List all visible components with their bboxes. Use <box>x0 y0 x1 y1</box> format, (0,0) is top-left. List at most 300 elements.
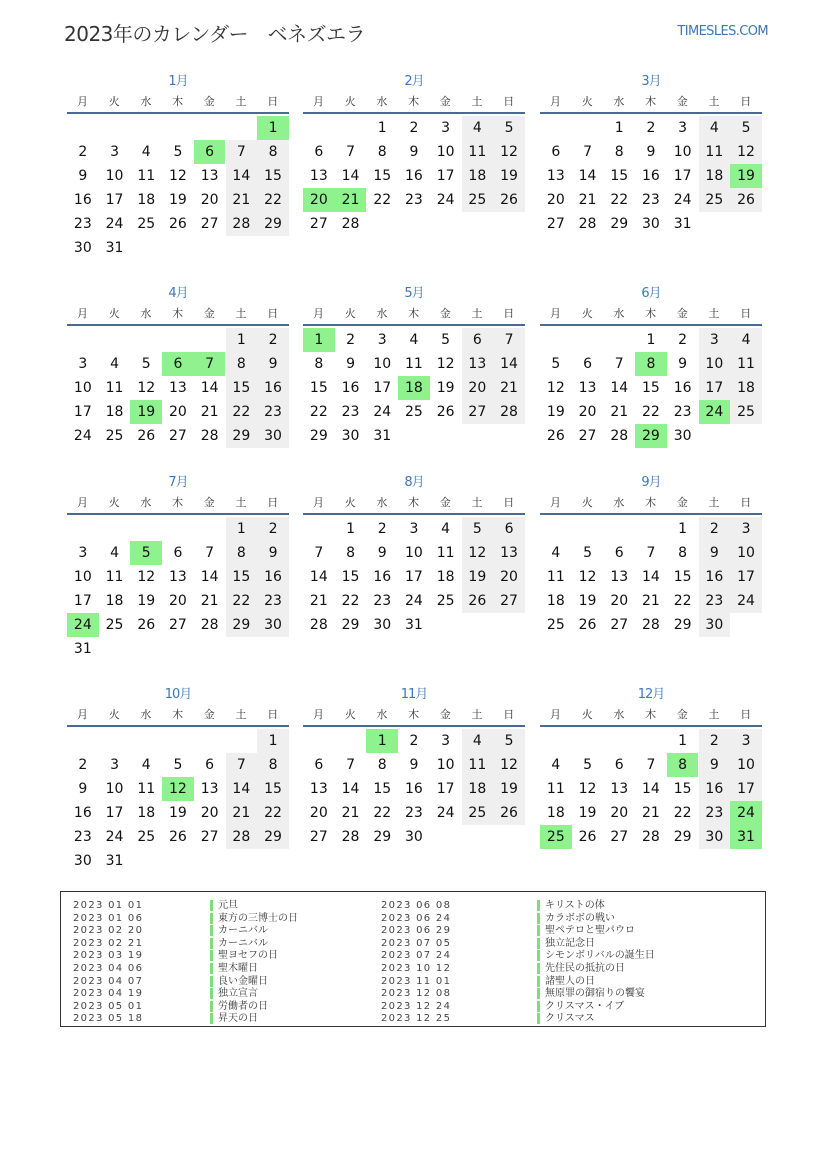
day-cell[interactable]: 3 <box>110 757 119 773</box>
day-cell[interactable]: 24 <box>673 192 692 208</box>
day-cell[interactable]: 10 <box>673 144 692 160</box>
day-cell[interactable]: 26 <box>169 829 187 845</box>
day-cell[interactable]: 10 <box>105 168 124 184</box>
day-cell[interactable]: 7 <box>205 545 215 561</box>
day-cell[interactable]: 24 <box>73 428 92 444</box>
day-cell[interactable]: 13 <box>578 380 597 396</box>
weekend-day-cell[interactable]: 25 <box>699 188 731 212</box>
day-cell[interactable]: 20 <box>546 192 565 208</box>
day-cell[interactable]: 17 <box>73 593 92 609</box>
weekend-day-cell[interactable]: 14 <box>493 352 525 376</box>
day-cell[interactable]: 28 <box>341 829 360 845</box>
day-cell[interactable]: 2 <box>409 120 419 136</box>
day-cell[interactable]: 6 <box>314 144 324 160</box>
weekend-day-cell[interactable]: 14 <box>226 164 258 188</box>
day-cell[interactable]: 11 <box>105 569 124 585</box>
day-cell[interactable]: 3 <box>377 332 387 348</box>
day-cell[interactable]: 12 <box>546 380 565 396</box>
weekend-day-cell[interactable]: 12 <box>493 753 525 777</box>
weekend-day-cell[interactable]: 16 <box>257 376 289 400</box>
day-cell[interactable]: 23 <box>73 216 92 232</box>
day-cell[interactable]: 26 <box>137 428 156 444</box>
day-cell[interactable]: 30 <box>373 617 392 633</box>
day-cell[interactable]: 16 <box>373 569 392 585</box>
day-cell[interactable]: 6 <box>614 545 624 561</box>
day-cell[interactable]: 10 <box>436 144 455 160</box>
day-cell[interactable]: 10 <box>73 569 92 585</box>
day-cell[interactable]: 30 <box>341 428 360 444</box>
day-cell[interactable]: 29 <box>673 829 692 845</box>
weekend-day-cell[interactable]: 8 <box>257 753 289 777</box>
holiday-day-cell[interactable]: 24 <box>730 801 762 825</box>
weekend-day-cell[interactable]: 9 <box>257 541 289 565</box>
day-cell[interactable]: 9 <box>377 545 387 561</box>
day-cell[interactable]: 29 <box>610 216 629 232</box>
weekend-day-cell[interactable]: 29 <box>257 212 289 236</box>
day-cell[interactable]: 3 <box>409 521 419 537</box>
weekend-day-cell[interactable]: 3 <box>730 729 762 753</box>
day-cell[interactable]: 9 <box>409 757 419 773</box>
day-cell[interactable]: 7 <box>346 757 355 773</box>
weekend-day-cell[interactable]: 26 <box>462 589 494 613</box>
holiday-day-cell[interactable]: 6 <box>194 140 226 164</box>
day-cell[interactable]: 31 <box>673 216 692 232</box>
holiday-day-cell[interactable]: 31 <box>730 825 762 849</box>
day-cell[interactable]: 27 <box>200 829 219 845</box>
day-cell[interactable]: 4 <box>551 545 561 561</box>
day-cell[interactable]: 15 <box>642 380 660 396</box>
day-cell[interactable]: 26 <box>169 216 187 232</box>
day-cell[interactable]: 24 <box>436 192 455 208</box>
day-cell[interactable]: 10 <box>73 380 92 396</box>
day-cell[interactable]: 4 <box>141 757 151 773</box>
weekend-day-cell[interactable]: 15 <box>226 376 258 400</box>
day-cell[interactable]: 27 <box>610 617 629 633</box>
weekend-day-cell[interactable]: 21 <box>493 376 525 400</box>
weekend-day-cell[interactable]: 15 <box>257 164 289 188</box>
day-cell[interactable]: 23 <box>405 805 423 821</box>
weekend-day-cell[interactable]: 25 <box>462 801 494 825</box>
day-cell[interactable]: 30 <box>642 216 660 232</box>
weekend-day-cell[interactable]: 4 <box>462 729 494 753</box>
day-cell[interactable]: 16 <box>73 192 92 208</box>
day-cell[interactable]: 17 <box>105 192 124 208</box>
day-cell[interactable]: 28 <box>610 428 629 444</box>
day-cell[interactable]: 1 <box>678 521 688 537</box>
weekend-day-cell[interactable]: 30 <box>257 613 289 637</box>
day-cell[interactable]: 11 <box>105 380 124 396</box>
weekend-day-cell[interactable]: 10 <box>730 541 762 565</box>
weekend-day-cell[interactable]: 13 <box>493 541 525 565</box>
day-cell[interactable]: 10 <box>373 356 392 372</box>
weekend-day-cell[interactable]: 28 <box>226 825 258 849</box>
day-cell[interactable]: 14 <box>642 781 660 797</box>
weekend-day-cell[interactable]: 8 <box>226 352 258 376</box>
day-cell[interactable]: 12 <box>169 168 187 184</box>
day-cell[interactable]: 2 <box>646 120 656 136</box>
day-cell[interactable]: 24 <box>405 593 423 609</box>
day-cell[interactable]: 5 <box>173 757 183 773</box>
day-cell[interactable]: 25 <box>436 593 455 609</box>
weekend-day-cell[interactable]: 29 <box>257 825 289 849</box>
day-cell[interactable]: 1 <box>346 521 355 537</box>
day-cell[interactable]: 21 <box>341 805 360 821</box>
day-cell[interactable]: 7 <box>614 356 624 372</box>
day-cell[interactable]: 15 <box>673 569 692 585</box>
day-cell[interactable]: 28 <box>200 617 219 633</box>
day-cell[interactable]: 23 <box>642 192 660 208</box>
holiday-day-cell[interactable]: 12 <box>162 777 194 801</box>
day-cell[interactable]: 22 <box>341 593 360 609</box>
day-cell[interactable]: 29 <box>309 428 328 444</box>
weekend-day-cell[interactable]: 28 <box>493 400 525 424</box>
day-cell[interactable]: 4 <box>141 144 151 160</box>
weekend-day-cell[interactable]: 13 <box>462 352 494 376</box>
day-cell[interactable]: 13 <box>309 781 328 797</box>
day-cell[interactable]: 11 <box>546 569 565 585</box>
day-cell[interactable]: 20 <box>610 593 629 609</box>
day-cell[interactable]: 19 <box>169 805 187 821</box>
day-cell[interactable]: 14 <box>200 569 219 585</box>
day-cell[interactable]: 6 <box>314 757 324 773</box>
weekend-day-cell[interactable]: 17 <box>730 777 762 801</box>
day-cell[interactable]: 17 <box>105 805 124 821</box>
weekend-day-cell[interactable]: 19 <box>493 777 525 801</box>
day-cell[interactable]: 27 <box>546 216 565 232</box>
day-cell[interactable]: 3 <box>78 545 88 561</box>
day-cell[interactable]: 4 <box>110 545 119 561</box>
weekend-day-cell[interactable]: 22 <box>257 801 289 825</box>
weekend-day-cell[interactable]: 18 <box>462 777 494 801</box>
weekend-day-cell[interactable]: 3 <box>730 517 762 541</box>
day-cell[interactable]: 13 <box>546 168 565 184</box>
day-cell[interactable]: 3 <box>441 733 451 749</box>
weekend-day-cell[interactable]: 20 <box>493 565 525 589</box>
holiday-day-cell[interactable]: 25 <box>540 825 572 849</box>
day-cell[interactable]: 22 <box>642 404 660 420</box>
day-cell[interactable]: 14 <box>642 569 660 585</box>
weekend-day-cell[interactable]: 3 <box>699 328 731 352</box>
holiday-day-cell[interactable]: 5 <box>130 541 162 565</box>
weekend-day-cell[interactable]: 28 <box>226 212 258 236</box>
weekend-day-cell[interactable]: 24 <box>730 589 762 613</box>
weekend-day-cell[interactable]: 7 <box>226 753 258 777</box>
day-cell[interactable]: 3 <box>110 144 119 160</box>
day-cell[interactable]: 31 <box>73 641 92 657</box>
day-cell[interactable]: 16 <box>642 168 660 184</box>
weekend-day-cell[interactable]: 9 <box>257 352 289 376</box>
day-cell[interactable]: 19 <box>436 380 455 396</box>
day-cell[interactable]: 10 <box>436 757 455 773</box>
weekend-day-cell[interactable]: 12 <box>730 140 762 164</box>
day-cell[interactable]: 9 <box>678 356 688 372</box>
day-cell[interactable]: 31 <box>105 853 124 869</box>
weekend-day-cell[interactable]: 9 <box>699 753 731 777</box>
day-cell[interactable]: 15 <box>341 569 360 585</box>
day-cell[interactable]: 23 <box>73 829 92 845</box>
weekend-day-cell[interactable]: 10 <box>699 352 731 376</box>
day-cell[interactable]: 28 <box>642 829 660 845</box>
day-cell[interactable]: 27 <box>309 829 328 845</box>
day-cell[interactable]: 25 <box>137 216 156 232</box>
day-cell[interactable]: 24 <box>105 829 124 845</box>
holiday-day-cell[interactable]: 1 <box>257 116 289 140</box>
day-cell[interactable]: 13 <box>200 168 219 184</box>
weekend-day-cell[interactable]: 2 <box>699 729 731 753</box>
day-cell[interactable]: 14 <box>578 168 597 184</box>
day-cell[interactable]: 5 <box>441 332 451 348</box>
day-cell[interactable]: 11 <box>405 356 423 372</box>
weekend-day-cell[interactable]: 7 <box>493 328 525 352</box>
weekend-day-cell[interactable]: 30 <box>257 424 289 448</box>
day-cell[interactable]: 5 <box>551 356 561 372</box>
day-cell[interactable]: 25 <box>405 404 423 420</box>
day-cell[interactable]: 6 <box>173 545 183 561</box>
holiday-day-cell[interactable]: 18 <box>398 376 430 400</box>
day-cell[interactable]: 4 <box>551 757 561 773</box>
weekend-day-cell[interactable]: 18 <box>699 164 731 188</box>
weekend-day-cell[interactable]: 2 <box>257 517 289 541</box>
day-cell[interactable]: 16 <box>73 805 92 821</box>
day-cell[interactable]: 27 <box>309 216 328 232</box>
weekend-day-cell[interactable]: 19 <box>493 164 525 188</box>
day-cell[interactable]: 20 <box>578 404 597 420</box>
day-cell[interactable]: 3 <box>78 356 88 372</box>
weekend-day-cell[interactable]: 11 <box>730 352 762 376</box>
day-cell[interactable]: 8 <box>346 545 355 561</box>
day-cell[interactable]: 20 <box>309 805 328 821</box>
day-cell[interactable]: 9 <box>78 168 88 184</box>
weekend-day-cell[interactable]: 22 <box>226 400 258 424</box>
day-cell[interactable]: 7 <box>314 545 324 561</box>
weekend-day-cell[interactable]: 21 <box>226 188 258 212</box>
day-cell[interactable]: 20 <box>200 805 219 821</box>
weekend-day-cell[interactable]: 10 <box>730 753 762 777</box>
day-cell[interactable]: 13 <box>200 781 219 797</box>
day-cell[interactable]: 22 <box>373 805 392 821</box>
weekend-day-cell[interactable]: 30 <box>699 613 731 637</box>
day-cell[interactable]: 5 <box>141 356 151 372</box>
weekend-day-cell[interactable]: 26 <box>730 188 762 212</box>
day-cell[interactable]: 26 <box>137 617 156 633</box>
day-cell[interactable]: 26 <box>578 617 597 633</box>
day-cell[interactable]: 19 <box>169 192 187 208</box>
weekend-day-cell[interactable]: 11 <box>462 753 494 777</box>
day-cell[interactable]: 23 <box>673 404 692 420</box>
day-cell[interactable]: 17 <box>405 569 423 585</box>
weekend-day-cell[interactable]: 15 <box>257 777 289 801</box>
weekend-day-cell[interactable]: 22 <box>226 589 258 613</box>
day-cell[interactable]: 28 <box>309 617 328 633</box>
day-cell[interactable]: 2 <box>678 332 688 348</box>
day-cell[interactable]: 30 <box>73 240 92 256</box>
day-cell[interactable]: 19 <box>578 593 597 609</box>
brand-logo[interactable]: TIMESLES.COM <box>677 24 768 39</box>
weekend-day-cell[interactable]: 27 <box>493 589 525 613</box>
weekend-day-cell[interactable]: 23 <box>257 589 289 613</box>
day-cell[interactable]: 11 <box>137 781 156 797</box>
day-cell[interactable]: 22 <box>373 192 392 208</box>
day-cell[interactable]: 17 <box>673 168 692 184</box>
day-cell[interactable]: 5 <box>583 545 592 561</box>
day-cell[interactable]: 2 <box>409 733 419 749</box>
weekend-day-cell[interactable]: 15 <box>226 565 258 589</box>
day-cell[interactable]: 17 <box>436 168 455 184</box>
day-cell[interactable]: 13 <box>610 781 629 797</box>
day-cell[interactable]: 16 <box>341 380 360 396</box>
weekend-day-cell[interactable]: 2 <box>699 517 731 541</box>
day-cell[interactable]: 21 <box>200 404 219 420</box>
weekend-day-cell[interactable]: 1 <box>226 517 258 541</box>
day-cell[interactable]: 21 <box>309 593 328 609</box>
weekend-day-cell[interactable]: 17 <box>699 376 731 400</box>
weekend-day-cell[interactable]: 5 <box>493 116 525 140</box>
weekend-day-cell[interactable]: 1 <box>257 729 289 753</box>
weekend-day-cell[interactable]: 25 <box>462 188 494 212</box>
day-cell[interactable]: 28 <box>341 216 360 232</box>
day-cell[interactable]: 18 <box>105 593 124 609</box>
weekend-day-cell[interactable]: 25 <box>730 400 762 424</box>
day-cell[interactable]: 25 <box>105 617 124 633</box>
holiday-day-cell[interactable]: 6 <box>162 352 194 376</box>
day-cell[interactable]: 17 <box>373 380 392 396</box>
weekend-day-cell[interactable]: 17 <box>730 565 762 589</box>
day-cell[interactable]: 24 <box>105 216 124 232</box>
day-cell[interactable]: 24 <box>436 805 455 821</box>
day-cell[interactable]: 9 <box>409 144 419 160</box>
weekend-day-cell[interactable]: 18 <box>730 376 762 400</box>
weekend-day-cell[interactable]: 2 <box>257 328 289 352</box>
day-cell[interactable]: 16 <box>673 380 692 396</box>
day-cell[interactable]: 14 <box>341 168 360 184</box>
weekend-day-cell[interactable]: 30 <box>699 825 731 849</box>
day-cell[interactable]: 30 <box>73 853 92 869</box>
holiday-day-cell[interactable]: 1 <box>366 729 398 753</box>
weekend-day-cell[interactable]: 26 <box>493 801 525 825</box>
day-cell[interactable]: 3 <box>678 120 688 136</box>
day-cell[interactable]: 17 <box>73 404 92 420</box>
day-cell[interactable]: 9 <box>646 144 656 160</box>
weekend-day-cell[interactable]: 23 <box>699 589 731 613</box>
weekend-day-cell[interactable]: 22 <box>257 188 289 212</box>
weekend-day-cell[interactable]: 6 <box>493 517 525 541</box>
weekend-day-cell[interactable]: 29 <box>226 613 258 637</box>
day-cell[interactable]: 22 <box>673 593 692 609</box>
holiday-day-cell[interactable]: 24 <box>67 613 99 637</box>
day-cell[interactable]: 23 <box>341 404 360 420</box>
day-cell[interactable]: 20 <box>610 805 629 821</box>
day-cell[interactable]: 9 <box>78 781 88 797</box>
day-cell[interactable]: 6 <box>583 356 592 372</box>
day-cell[interactable]: 5 <box>583 757 592 773</box>
day-cell[interactable]: 10 <box>405 545 423 561</box>
day-cell[interactable]: 4 <box>409 332 419 348</box>
day-cell[interactable]: 14 <box>309 569 328 585</box>
day-cell[interactable]: 7 <box>646 757 656 773</box>
day-cell[interactable]: 21 <box>578 192 597 208</box>
weekend-day-cell[interactable]: 29 <box>226 424 258 448</box>
day-cell[interactable]: 15 <box>610 168 629 184</box>
day-cell[interactable]: 30 <box>405 829 423 845</box>
day-cell[interactable]: 27 <box>578 428 597 444</box>
day-cell[interactable]: 27 <box>169 617 187 633</box>
day-cell[interactable]: 8 <box>377 144 387 160</box>
holiday-day-cell[interactable]: 29 <box>635 424 667 448</box>
weekend-day-cell[interactable]: 19 <box>462 565 494 589</box>
day-cell[interactable]: 28 <box>642 617 660 633</box>
holiday-day-cell[interactable]: 1 <box>303 328 335 352</box>
day-cell[interactable]: 23 <box>405 192 423 208</box>
holiday-day-cell[interactable]: 20 <box>303 188 335 212</box>
weekend-day-cell[interactable]: 26 <box>493 188 525 212</box>
day-cell[interactable]: 12 <box>436 356 455 372</box>
day-cell[interactable]: 13 <box>169 380 187 396</box>
weekend-day-cell[interactable]: 1 <box>226 328 258 352</box>
day-cell[interactable]: 4 <box>110 356 119 372</box>
day-cell[interactable]: 13 <box>309 168 328 184</box>
day-cell[interactable]: 8 <box>377 757 387 773</box>
weekend-day-cell[interactable]: 7 <box>226 140 258 164</box>
day-cell[interactable]: 27 <box>169 428 187 444</box>
weekend-day-cell[interactable]: 5 <box>493 729 525 753</box>
weekend-day-cell[interactable]: 12 <box>493 140 525 164</box>
weekend-day-cell[interactable]: 6 <box>462 328 494 352</box>
day-cell[interactable]: 4 <box>441 521 451 537</box>
day-cell[interactable]: 1 <box>377 120 387 136</box>
day-cell[interactable]: 16 <box>405 781 423 797</box>
day-cell[interactable]: 19 <box>137 593 156 609</box>
day-cell[interactable]: 13 <box>169 569 187 585</box>
holiday-day-cell[interactable]: 8 <box>667 753 699 777</box>
holiday-day-cell[interactable]: 19 <box>730 164 762 188</box>
day-cell[interactable]: 29 <box>373 829 392 845</box>
day-cell[interactable]: 19 <box>546 404 565 420</box>
day-cell[interactable]: 21 <box>642 593 660 609</box>
holiday-day-cell[interactable]: 21 <box>335 188 367 212</box>
day-cell[interactable]: 11 <box>137 168 156 184</box>
day-cell[interactable]: 2 <box>346 332 355 348</box>
holiday-day-cell[interactable]: 8 <box>635 352 667 376</box>
day-cell[interactable]: 27 <box>200 216 219 232</box>
day-cell[interactable]: 20 <box>169 593 187 609</box>
day-cell[interactable]: 12 <box>137 569 156 585</box>
day-cell[interactable]: 31 <box>105 240 124 256</box>
weekend-day-cell[interactable]: 4 <box>462 116 494 140</box>
day-cell[interactable]: 5 <box>173 144 183 160</box>
day-cell[interactable]: 14 <box>200 380 219 396</box>
day-cell[interactable]: 18 <box>137 805 156 821</box>
day-cell[interactable]: 12 <box>137 380 156 396</box>
day-cell[interactable]: 12 <box>578 781 597 797</box>
day-cell[interactable]: 6 <box>614 757 624 773</box>
day-cell[interactable]: 18 <box>546 593 565 609</box>
day-cell[interactable]: 23 <box>373 593 392 609</box>
weekend-day-cell[interactable]: 5 <box>730 116 762 140</box>
day-cell[interactable]: 18 <box>105 404 124 420</box>
day-cell[interactable]: 16 <box>405 168 423 184</box>
day-cell[interactable]: 22 <box>673 805 692 821</box>
day-cell[interactable]: 11 <box>436 545 455 561</box>
day-cell[interactable]: 20 <box>200 192 219 208</box>
day-cell[interactable]: 24 <box>373 404 392 420</box>
day-cell[interactable]: 3 <box>441 120 451 136</box>
day-cell[interactable]: 11 <box>546 781 565 797</box>
weekend-day-cell[interactable]: 20 <box>462 376 494 400</box>
day-cell[interactable]: 1 <box>646 332 656 348</box>
day-cell[interactable]: 7 <box>583 144 592 160</box>
weekend-day-cell[interactable]: 8 <box>226 541 258 565</box>
day-cell[interactable]: 2 <box>78 757 88 773</box>
